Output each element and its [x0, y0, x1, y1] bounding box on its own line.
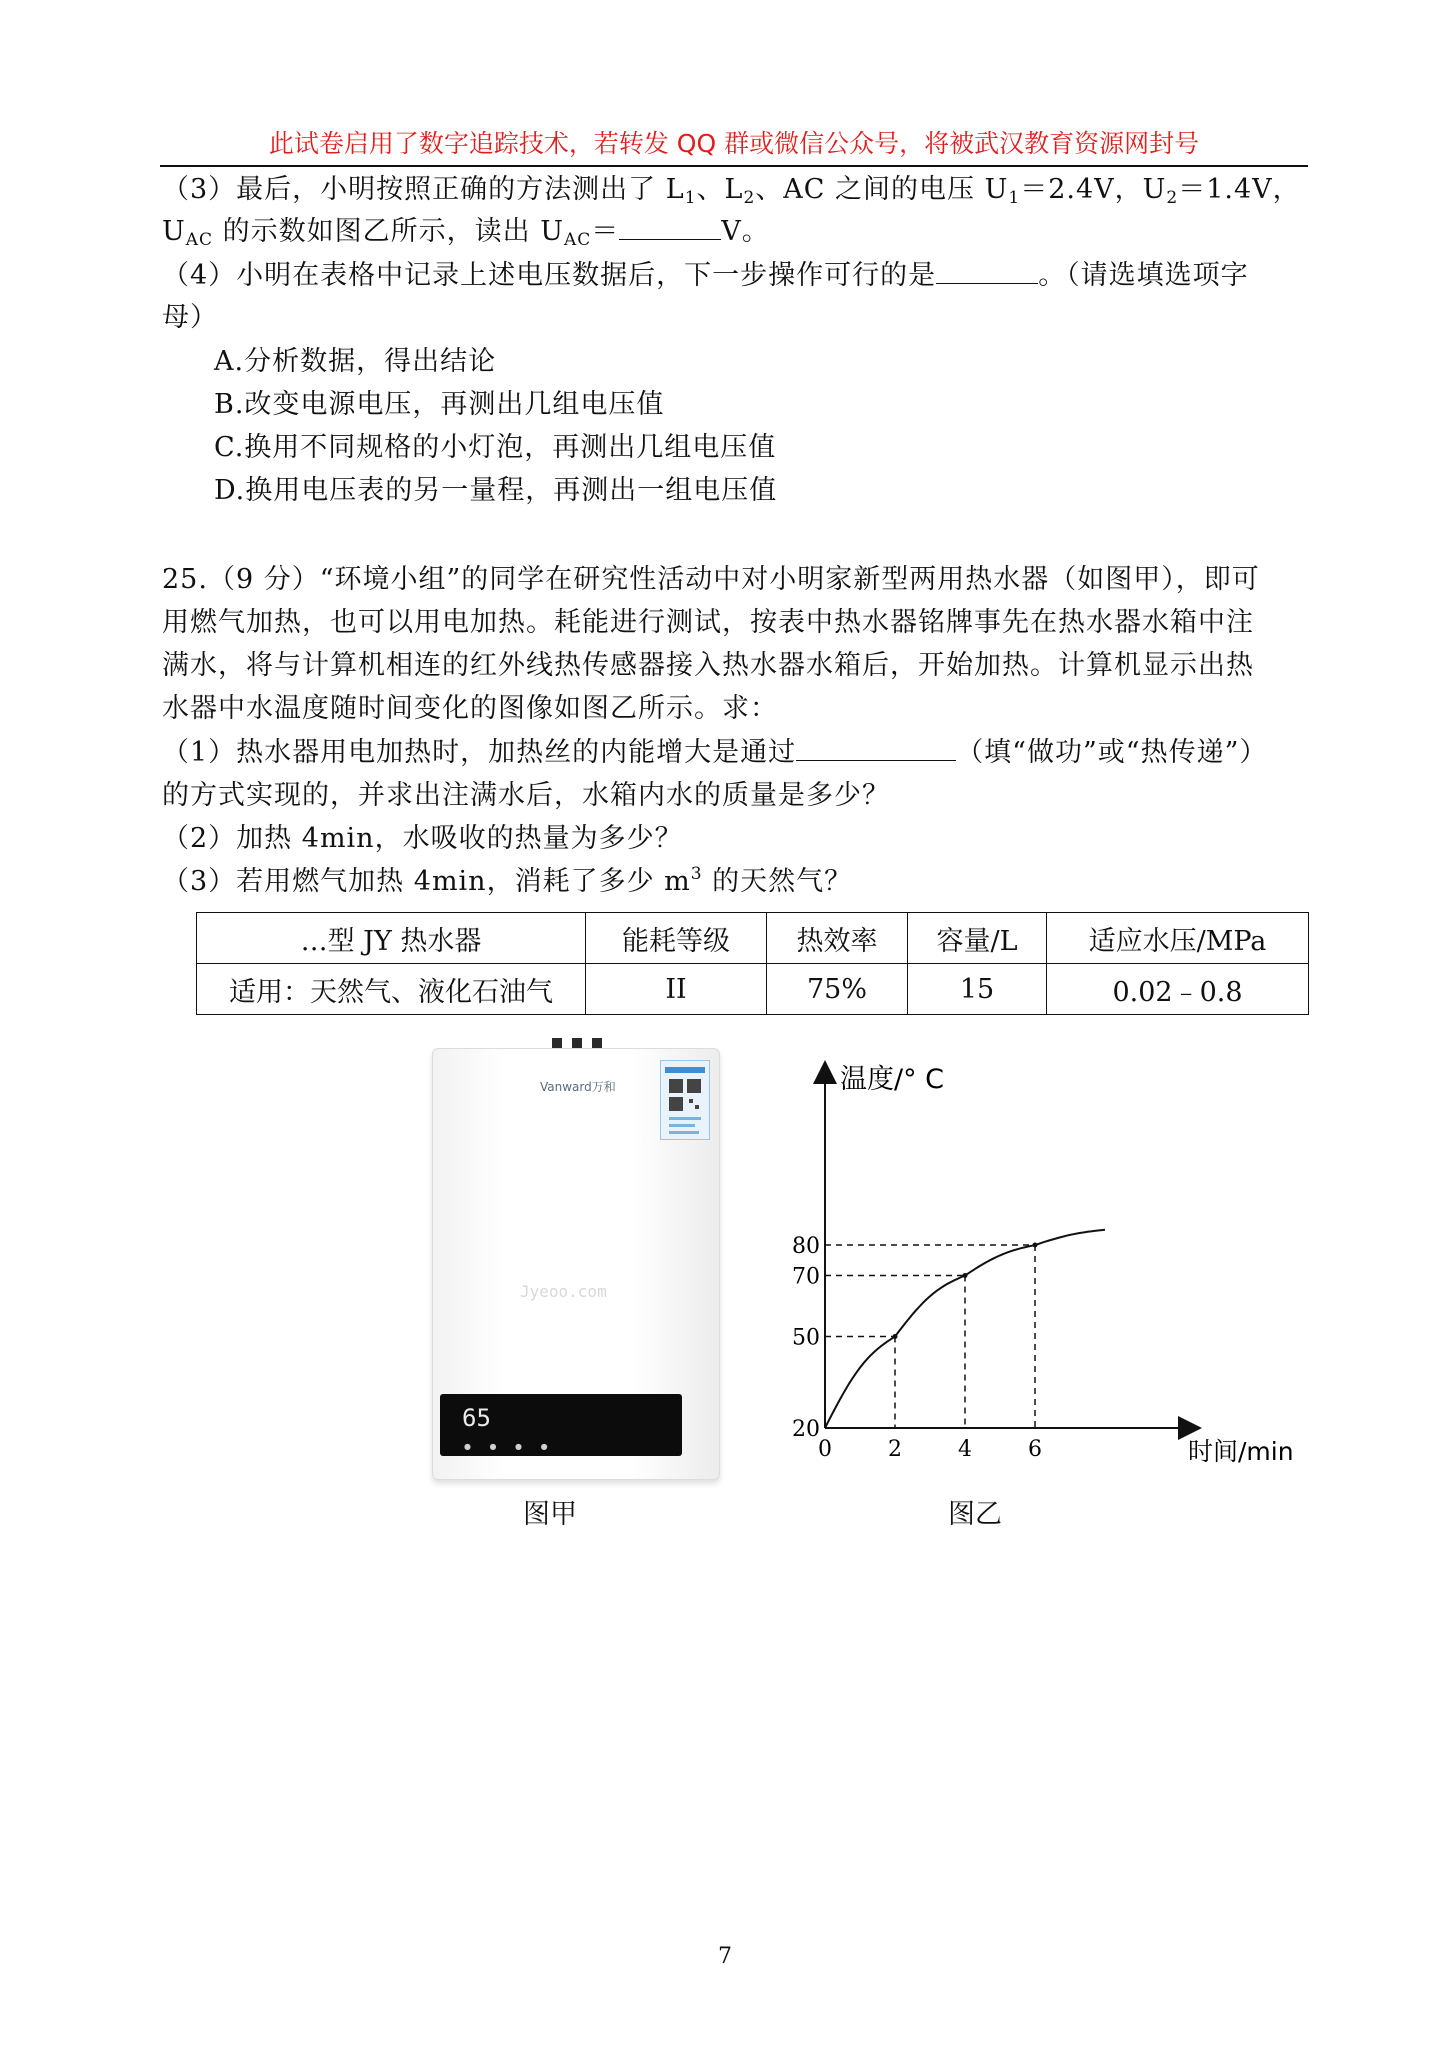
- table-cell: 15: [908, 964, 1047, 1015]
- x-tick-label: 2: [888, 1437, 902, 1462]
- x-tick-label: 0: [818, 1437, 832, 1462]
- y-tick-label: 70: [792, 1264, 820, 1290]
- q24-part4-line1: （4）小明在表格中记录上述电压数据后，下一步操作可行的是 。（请选填选项字: [162, 256, 1249, 296]
- option-b: B.改变电源电压，再测出几组电压值: [214, 389, 665, 420]
- panel-buttons: ● ● ● ●: [464, 1442, 556, 1451]
- brand-logo: Vanward万和: [540, 1080, 616, 1094]
- answer-blank[interactable]: [796, 734, 956, 761]
- watermark: Jyeoo.com: [520, 1282, 607, 1301]
- answer-blank[interactable]: [936, 257, 1038, 284]
- table-header-cell: 容量/L: [908, 913, 1047, 964]
- y-axis-label: 温度/° C: [840, 1064, 945, 1095]
- temperature-time-chart: [770, 1050, 1310, 1480]
- y-tick-label: 20: [792, 1417, 820, 1442]
- temperature-display: 65: [462, 1404, 491, 1432]
- table-cell: 75%: [767, 964, 908, 1015]
- table-cell: II: [586, 964, 767, 1015]
- q24-part3-line1: （3）最后，小明按照正确的方法测出了 $L_1$、$L_2$、AC 之间的电压 $U_1=2.4V$，$U_2=1.4V$，: [162, 174, 1301, 208]
- qr-code-icon: [661, 1061, 709, 1139]
- page-number: 7: [718, 1944, 732, 1969]
- figure-a-label: 图甲: [523, 1499, 577, 1530]
- answer-blank[interactable]: [619, 213, 721, 240]
- figure-b-label: 图乙: [948, 1499, 1002, 1530]
- option-a: A.分析数据，得出结论: [214, 346, 497, 377]
- table-cell: 适用：天然气、液化石油气: [197, 964, 586, 1015]
- q25-intro-line2: 用燃气加热，也可以用电加热。耗能进行测试，按表中热水器铭牌事先在热水器水箱中注: [162, 607, 1254, 638]
- table-header-cell: 适应水压/MPa: [1047, 913, 1309, 964]
- tracking-notice: 此试卷启用了数字追踪技术，若转发 QQ 群或微信公众号，将被武汉教育资源网封号: [268, 129, 1200, 158]
- q25-part1-line1: （1）热水器用电加热时，加热丝的内能增大是通过 （填“做功”或“热传递”）: [162, 733, 1267, 773]
- q25-part3: （3）若用燃气加热 4min，消耗了多少 $m^3$ 的天然气？: [162, 864, 853, 897]
- table-row: [197, 964, 1309, 1015]
- option-c: C.换用不同规格的小灯泡，再测出几组电压值: [214, 432, 777, 463]
- x-tick-label: 4: [958, 1437, 972, 1462]
- header-divider: [160, 165, 1308, 167]
- option-d: D.换用电压表的另一量程，再测出一组电压值: [214, 475, 778, 506]
- q25-part2: （2）加热 4min，水吸收的热量为多少？: [162, 823, 683, 854]
- table-cell: 0.02﹣0.8: [1047, 964, 1309, 1015]
- q25-part1-line2: 的方式实现的，并求出注满水后，水箱内水的质量是多少？: [162, 780, 890, 811]
- table-header-cell: …型 JY 热水器: [197, 913, 586, 964]
- x-axis-label: 时间/min: [1188, 1437, 1294, 1466]
- q24-part3-line2: $U_{AC}$ 的示数如图乙所示，读出 $U_{AC}= V$。: [162, 212, 770, 252]
- table-header-cell: 热效率: [767, 913, 908, 964]
- x-tick-label: 6: [1028, 1437, 1042, 1462]
- table-header-row: [197, 913, 1309, 964]
- nameplate-table: [196, 912, 1309, 1015]
- q25-intro-line3: 满水，将与计算机相连的红外线热传感器接入热水器水箱后，开始加热。计算机显示出热: [162, 650, 1254, 681]
- y-tick-label: 50: [792, 1325, 820, 1351]
- q25-intro-line4: 水器中水温度随时间变化的图像如图乙所示。求：: [162, 693, 778, 724]
- y-tick-label: 80: [792, 1234, 820, 1259]
- q24-part4-line2: 母）: [162, 302, 218, 333]
- q25-intro-line1: 25.（9 分）“环境小组”的同学在研究性活动中对小明家新型两用热水器（如图甲），即可: [162, 564, 1260, 595]
- energy-label-sticker: [660, 1060, 710, 1140]
- table-header-cell: 能耗等级: [586, 913, 767, 964]
